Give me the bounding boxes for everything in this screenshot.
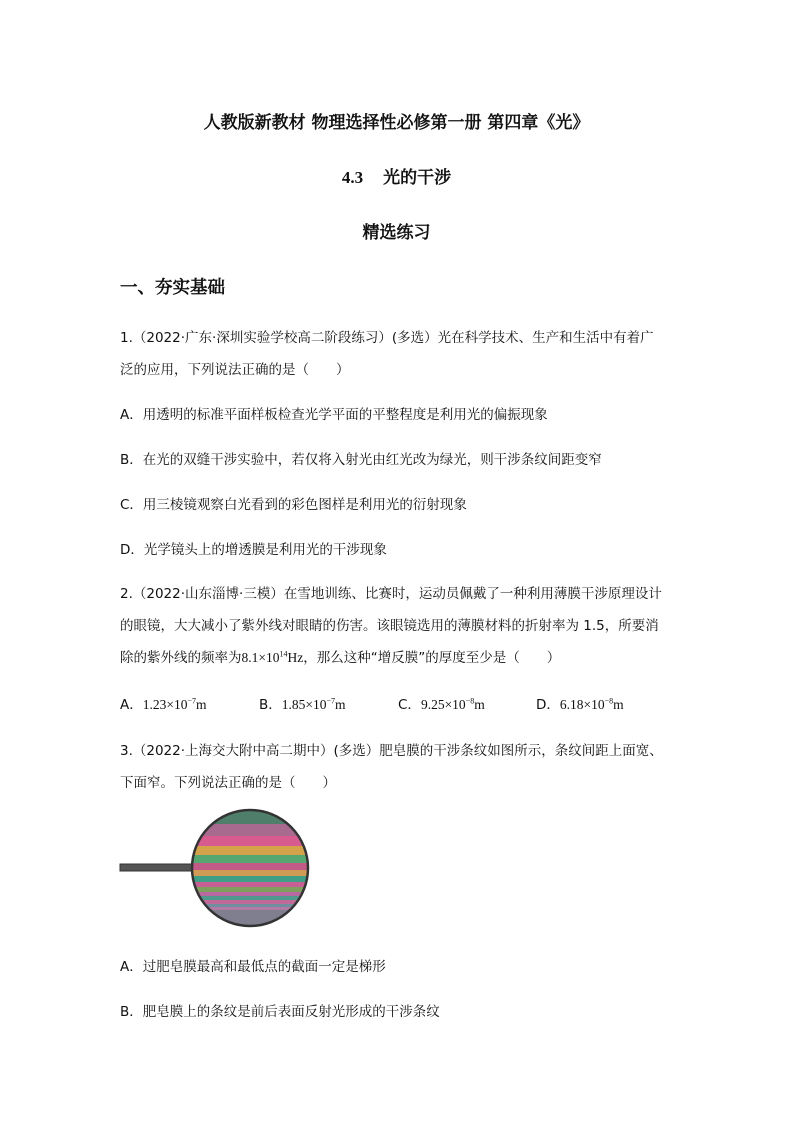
wire-handle [120, 864, 192, 871]
q3-stem-line2: 下面窄。下列说法正确的是（ ） [120, 775, 336, 791]
q1-stem-line1: 1.（2022·广东·深圳实验学校高二阶段练习）(多选）光在科学技术、生产和生活中有着广 [120, 330, 654, 346]
document-title: 人教版新教材 物理选择性必修第一册 第四章《光》 [203, 113, 590, 133]
q2-option-b: B．$1.85\times 10^{-7}m$ [259, 696, 346, 713]
q1-option-a: A．用透明的标准平面样板检查光学平面的平整程度是利用光的偏振现象 [120, 407, 548, 423]
q2-stem-line1: 2.（2022·山东淄博·三模）在雪地训练、比赛时，运动员佩戴了一种利用薄膜干涉原理设计 [120, 586, 662, 602]
section-name: 光的干涉 [383, 168, 452, 188]
q3-option-b: B．肥皂膜上的条纹是前后表面反射光形成的干涉条纹 [120, 1004, 440, 1020]
q2-stem-line2: 的眼镜，大大减小了紫外线对眼睛的伤害。该眼镜选用的薄膜材料的折射率为 1.5，所要消 [120, 618, 659, 634]
q1-option-c: C．用三棱镜观察白光看到的彩色图样是利用光的衍射现象 [120, 497, 467, 513]
q1-option-d: D．光学镜头上的增透膜是利用光的干涉现象 [120, 542, 387, 558]
q3-stem-line1: 3.（2022·上海交大附中高二期中）(多选）肥皂膜的干涉条纹如图所示，条纹间距上面宽、 [120, 743, 663, 759]
q1-stem-line2: 泛的应用，下列说法正确的是（ ） [120, 362, 350, 378]
frequency-value: $8.1\times 10^{14}Hz$ [241, 649, 304, 665]
interference-fringes [188, 806, 313, 930]
q2-option-d: D．$6.18\times 10^{-8}m$ [536, 696, 624, 713]
soap-film-figure [118, 806, 313, 930]
q3-option-a: A．过肥皂膜最高和最低点的截面一定是梯形 [120, 959, 386, 975]
section-number: 4.3 [341, 168, 364, 187]
q2-stem-line3: 除的紫外线的频率为$8.1\times 10^{14}Hz$，那么这种“增反膜”的厚度至少是（ ） [120, 649, 561, 666]
q2-option-a: A．$1.23\times 10^{-7}m$ [120, 696, 207, 713]
document-subtitle: 精选练习 [362, 223, 431, 243]
q2-option-c: C．$9.25\times 10^{-8}m$ [398, 696, 485, 713]
section-heading [0, 163, 793, 188]
q1-option-b: B．在光的双缝干涉实验中，若仅将入射光由红光改为绿光，则干涉条纹间距变窄 [120, 452, 602, 468]
part-heading: 一、夯实基础 [120, 278, 225, 298]
